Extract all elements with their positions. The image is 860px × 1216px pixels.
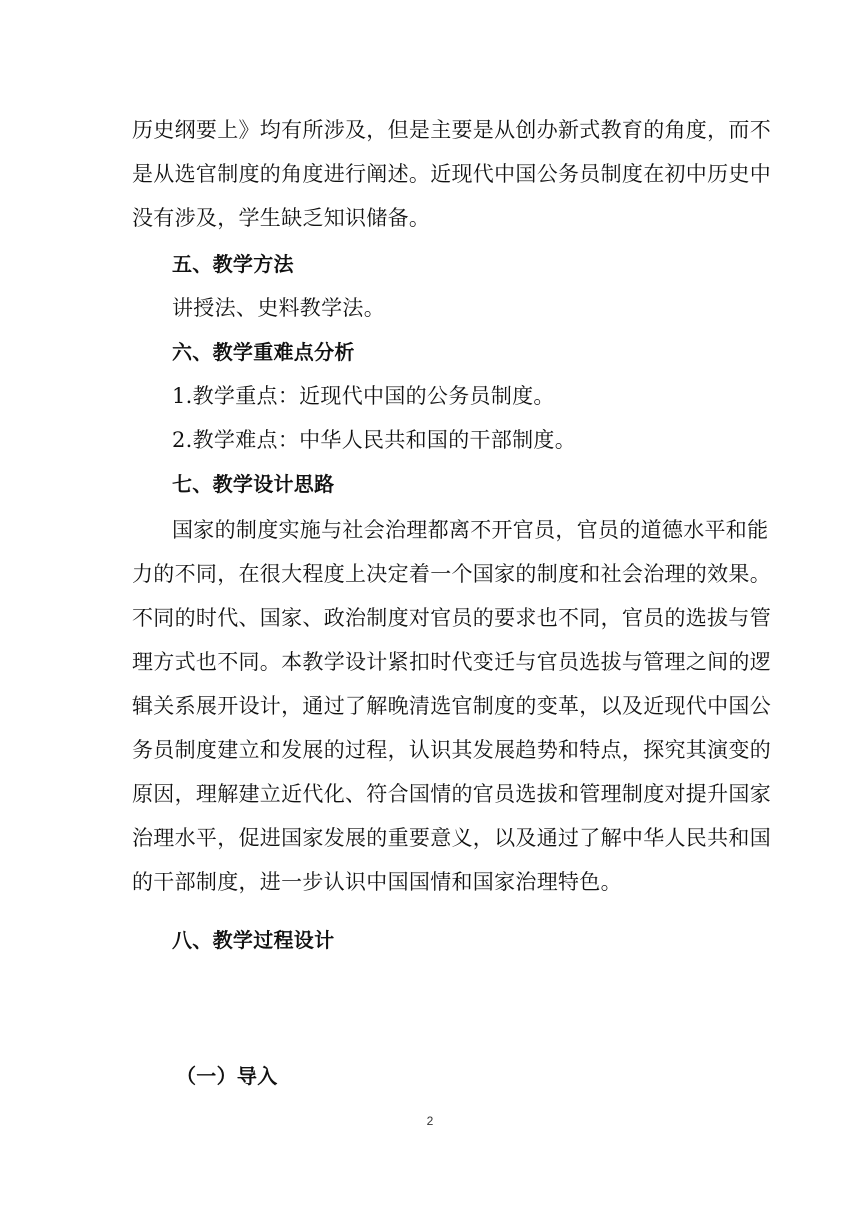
paragraph-line: 原因，理解建立近代化、符合国情的官员选拔和管理制度对提升国家 — [132, 782, 771, 806]
paragraph-line: 治理水平，促进国家发展的重要意义，以及通过了解中华人民共和国 — [132, 826, 771, 850]
paragraph-line: 理方式也不同。本教学设计紧扣时代变迁与官员选拔与管理之间的逻 — [132, 650, 771, 674]
teaching-methods-text: 讲授法、史料教学法。 — [172, 296, 385, 320]
section-heading-teaching-methods: 五、教学方法 — [172, 252, 294, 276]
section-heading-key-points: 六、教学重难点分析 — [172, 340, 355, 364]
subsection-heading-introduction: （一）导入 — [176, 1064, 278, 1088]
key-point-item: 1.教学重点：近现代中国的公务员制度。 — [172, 384, 555, 408]
paragraph-line: 务员制度建立和发展的过程，认识其发展趋势和特点，探究其演变的 — [132, 738, 771, 762]
paragraph-line: 力的不同，在很大程度上决定着一个国家的制度和社会治理的效果。 — [132, 562, 771, 586]
section-heading-design-ideas: 七、教学设计思路 — [172, 472, 335, 496]
paragraph-line: 历史纲要上》均有所涉及，但是主要是从创办新式教育的角度，而不 — [132, 118, 771, 142]
paragraph-line: 辑关系展开设计，通过了解晚清选官制度的变革，以及近现代中国公 — [132, 694, 771, 718]
paragraph-line: 是从选官制度的角度进行阐述。近现代中国公务员制度在初中历史中 — [132, 162, 771, 186]
paragraph-line: 国家的制度实施与社会治理都离不开官员，官员的道德水平和能 — [172, 518, 769, 542]
page-number: 2 — [426, 1114, 434, 1128]
paragraph-line: 不同的时代、国家、政治制度对官员的要求也不同，官员的选拔与管 — [132, 606, 771, 630]
paragraph-line: 没有涉及，学生缺乏知识储备。 — [132, 206, 431, 230]
paragraph-line: 的干部制度，进一步认识中国国情和国家治理特色。 — [132, 870, 622, 894]
section-heading-process-design: 八、教学过程设计 — [172, 928, 335, 952]
difficult-point-item: 2.教学难点：中华人民共和国的干部制度。 — [172, 428, 577, 452]
